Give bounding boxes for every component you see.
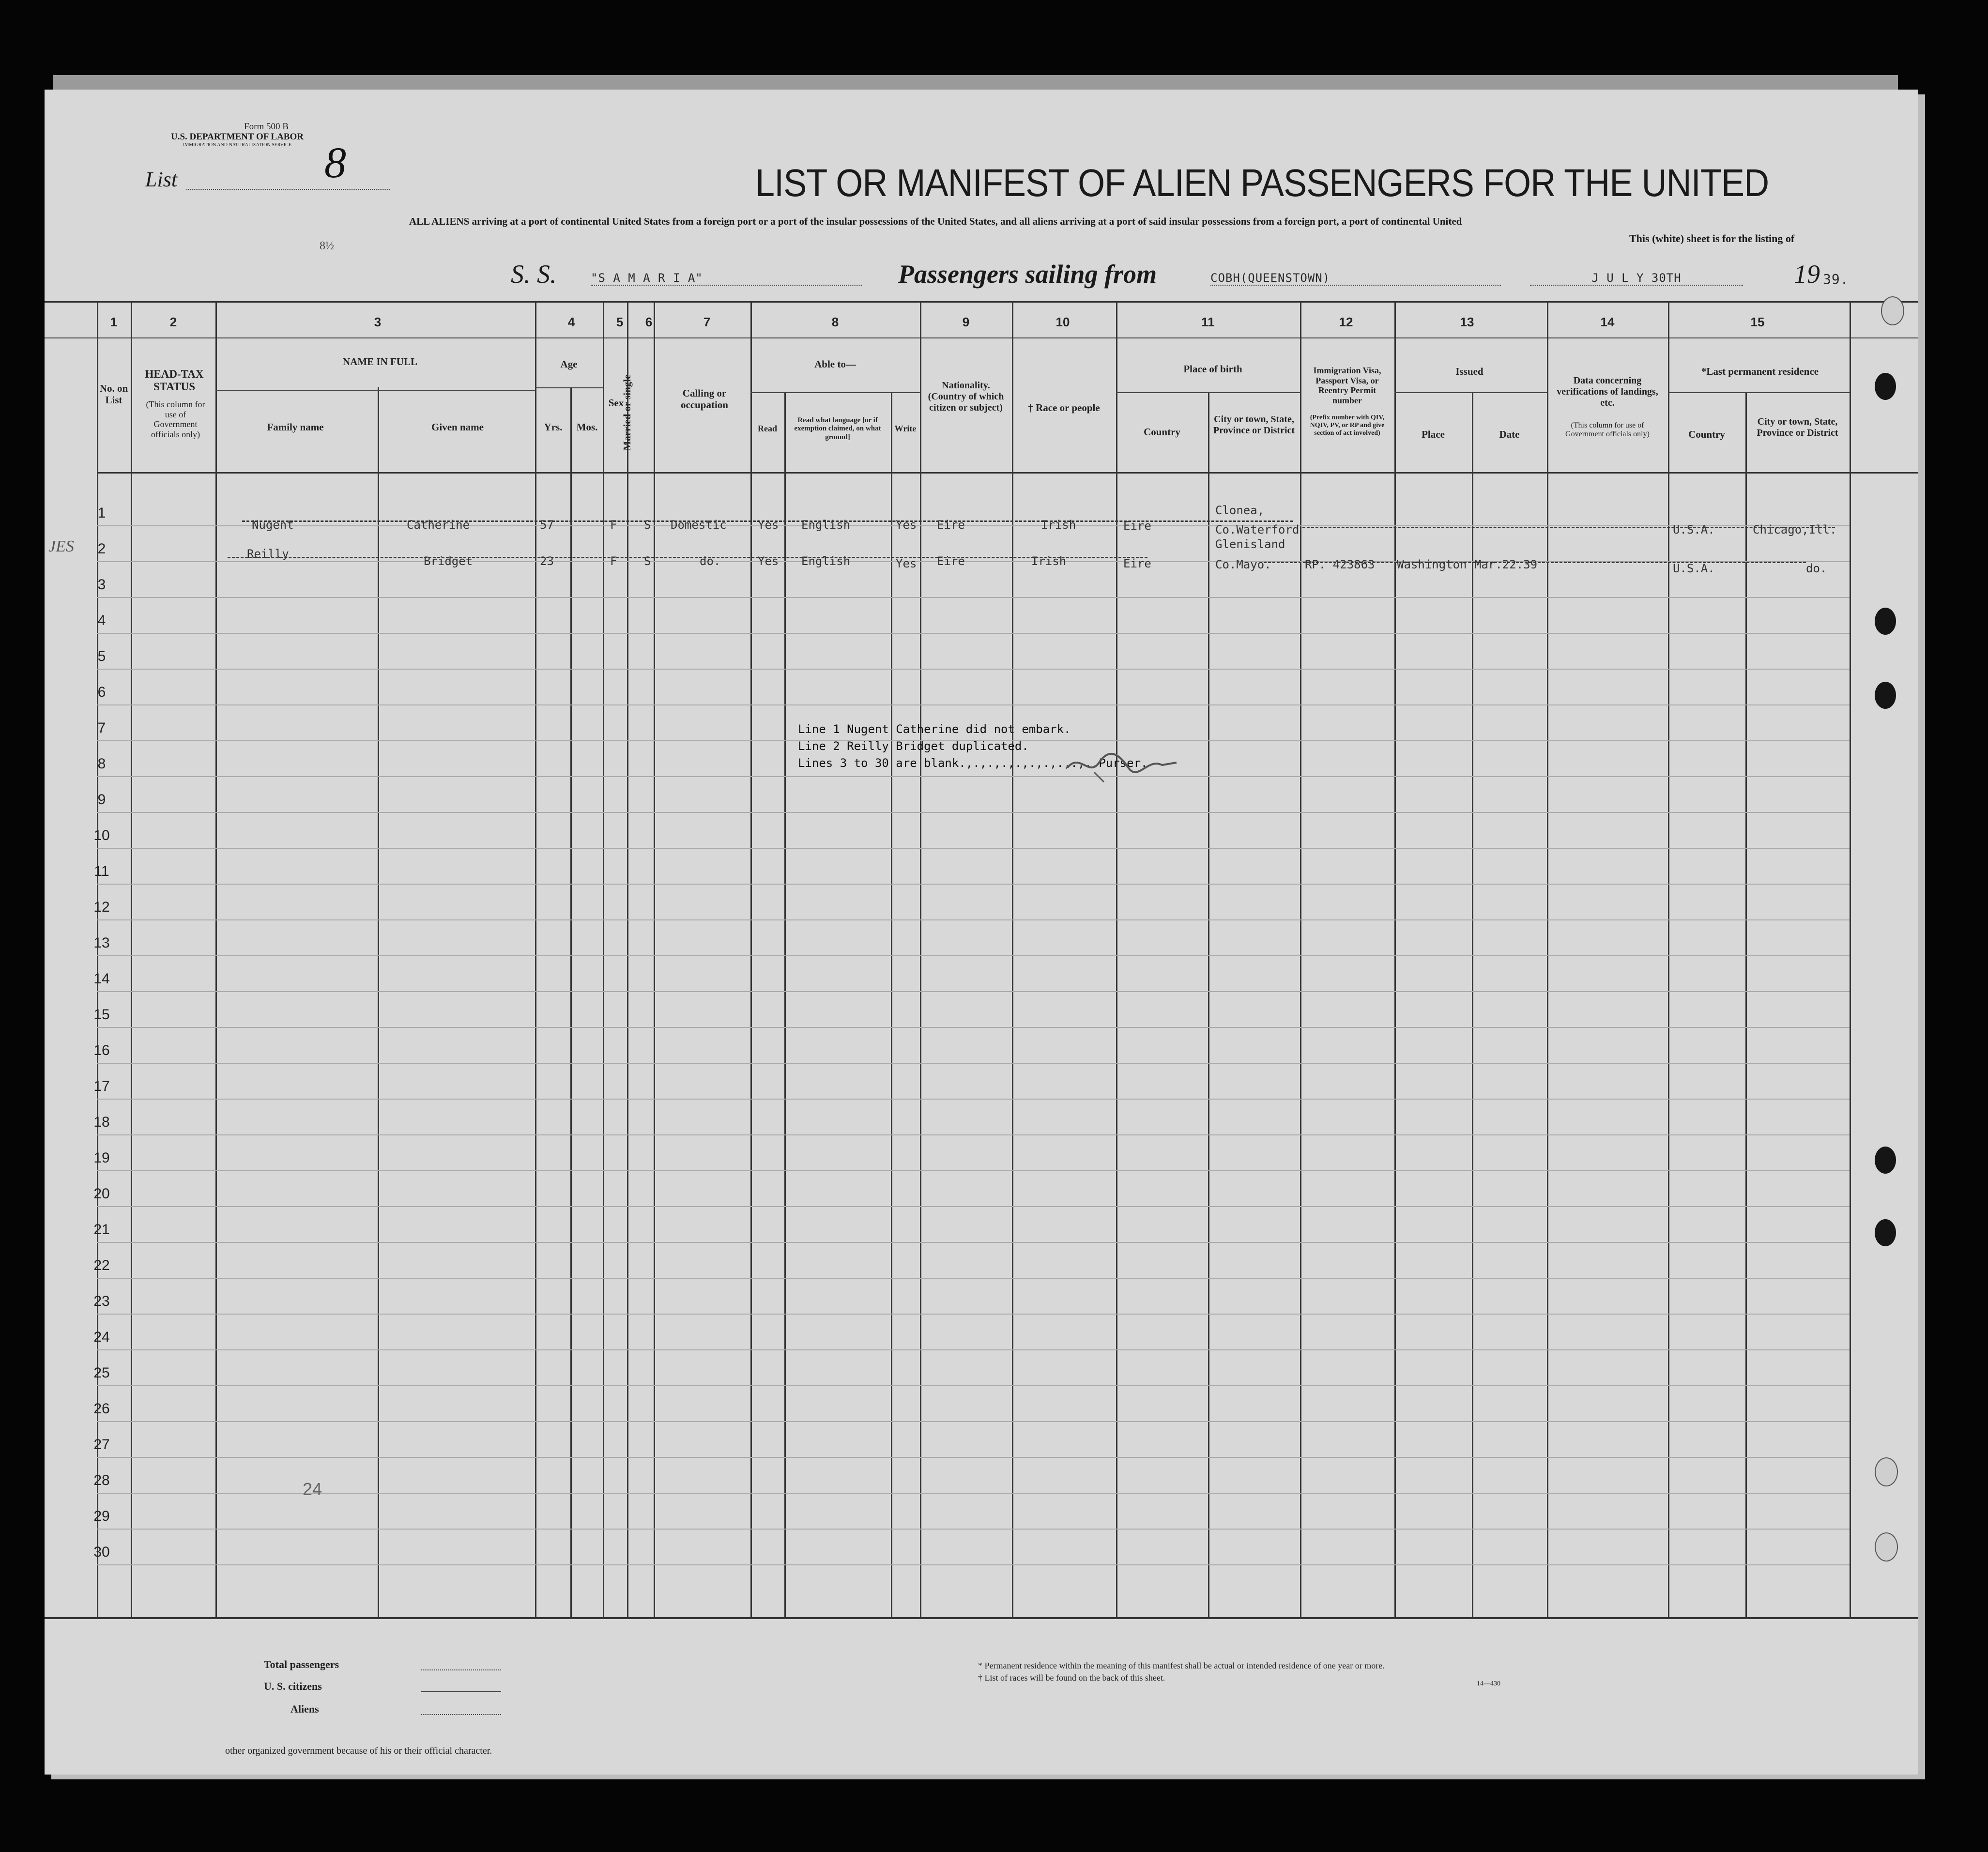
row-rule <box>97 1099 1850 1100</box>
header-birth-country: Country <box>1144 426 1180 438</box>
header-given-name: Given name <box>431 421 484 433</box>
header-landing-note: (This column for use of Government officials only) <box>1565 421 1650 439</box>
col-number: 8 <box>831 315 839 329</box>
header-age: Age <box>560 358 578 370</box>
col-divider <box>627 303 628 1617</box>
column-number-border <box>45 337 1918 338</box>
header-read-what: Read what language [or if exemption claimed, on what ground] <box>794 416 881 441</box>
row-rule <box>97 597 1850 598</box>
col-divider <box>654 303 655 1617</box>
cell-birth-country: Eire <box>1123 557 1151 570</box>
row-rule <box>97 704 1850 705</box>
header-name-in-full: NAME IN FULL <box>342 356 417 367</box>
row-number: 24 <box>93 1329 110 1345</box>
cell-language: English <box>801 554 851 568</box>
header-bottom-border <box>97 472 1918 474</box>
sailing-date: J U L Y 30TH <box>1530 271 1743 286</box>
row-rule <box>97 776 1850 777</box>
header-read: Read <box>758 424 777 433</box>
row-number: 12 <box>93 899 110 915</box>
cell-family: Reilly <box>247 547 289 561</box>
col-divider <box>603 303 604 1617</box>
col-divider <box>891 392 892 1617</box>
col-divider <box>1012 303 1013 1617</box>
row-rule <box>97 955 1850 956</box>
row-number: 2 <box>97 541 106 557</box>
row-number: 8 <box>97 756 106 772</box>
row-number: 27 <box>93 1437 110 1453</box>
punch-hole <box>1875 1532 1898 1561</box>
col-divider <box>1547 303 1548 1617</box>
col-divider <box>570 387 572 1617</box>
row-number: 14 <box>93 971 110 987</box>
note-line-3: Lines 3 to 30 are blank.,.,.,.,.,.,.,.,.,..Purser. <box>798 756 1148 770</box>
header-place-of-birth: Place of birth <box>1183 363 1242 375</box>
col-number: 11 <box>1201 315 1215 329</box>
row-rule <box>97 1493 1850 1494</box>
col-divider <box>1850 303 1851 1617</box>
row-number: 1 <box>97 505 106 521</box>
us-citizens-label: U. S. citizens <box>264 1680 322 1692</box>
col-divider <box>920 303 921 1617</box>
col-divider <box>1394 303 1396 1617</box>
cell-read: Yes <box>758 554 779 568</box>
header-calling: Calling or occupation <box>680 387 728 411</box>
strike-line <box>1264 562 1806 563</box>
cell-race: Irish <box>1041 518 1076 532</box>
header-subline <box>750 392 920 393</box>
col-divider <box>1116 303 1117 1617</box>
col-divider <box>784 392 786 1617</box>
punch-hole <box>1875 1219 1896 1246</box>
table-bottom-border <box>45 1617 1918 1619</box>
strike-line <box>242 520 1293 522</box>
ship-name: "S A M A R I A" <box>591 271 862 286</box>
header-write: Write <box>894 424 917 433</box>
header-no-on-list: No. on List <box>99 383 128 406</box>
header-subline <box>1668 392 1850 393</box>
cell-res-country: U.S.A. <box>1673 562 1715 575</box>
row-number: 22 <box>93 1257 110 1273</box>
cell-family: Nugent <box>252 518 294 532</box>
cell-nationality: Eire <box>937 518 965 532</box>
col-divider <box>535 303 536 1617</box>
cell-write: Yes <box>896 557 917 570</box>
row-rule <box>97 1278 1850 1279</box>
row-rule <box>97 991 1850 992</box>
row-number: 18 <box>93 1114 110 1130</box>
total-passengers-line <box>421 1669 501 1670</box>
header-able-to: Able to— <box>814 358 856 370</box>
cell-issued-date: Mar.22.39 <box>1474 558 1538 571</box>
total-passengers-label: Total passengers <box>264 1658 339 1670</box>
punch-hole <box>1875 1457 1898 1486</box>
col-divider <box>1472 392 1473 1617</box>
cell-birth-country: Eire <box>1123 519 1151 533</box>
row-number: 21 <box>93 1222 110 1238</box>
punch-hole <box>1875 608 1896 635</box>
col-number: 10 <box>1055 315 1070 329</box>
row-number: 11 <box>94 863 109 879</box>
margin-note: JES <box>48 537 74 555</box>
cell-res-country: U.S.A. <box>1673 523 1715 536</box>
col-number: 2 <box>169 315 177 329</box>
row-number: 19 <box>93 1150 110 1166</box>
col-divider <box>131 303 132 1617</box>
header-subline <box>535 387 603 388</box>
row-number: 10 <box>93 827 110 843</box>
row-number: 6 <box>97 684 106 700</box>
row-number: 17 <box>93 1078 110 1094</box>
row-rule <box>97 1529 1850 1530</box>
year-suffix: 39. <box>1823 271 1849 287</box>
department-name: U.S. DEPARTMENT OF LABOR <box>171 131 304 142</box>
row-number: 9 <box>97 792 106 808</box>
cell-nationality: Eire <box>937 554 965 568</box>
aliens-label: Aliens <box>291 1703 319 1715</box>
header-sex: Sex <box>608 397 624 409</box>
header-mos: Mos. <box>576 421 598 433</box>
header-nationality: Nationality. (Country of which citizen or subject) <box>928 380 1004 413</box>
purser-signature <box>1065 743 1181 789</box>
cell-birth-city: Glenisland <box>1215 537 1285 551</box>
cell-res-city: do. <box>1806 562 1827 575</box>
header-yrs: Yrs. <box>544 421 563 433</box>
row-rule <box>97 1063 1850 1064</box>
row-number: 23 <box>93 1293 110 1309</box>
header-subline <box>1394 392 1547 393</box>
header-birth-city: City or town, State, Province or District <box>1213 414 1295 436</box>
col-number: 13 <box>1460 315 1474 329</box>
row-rule <box>97 1564 1850 1565</box>
col-divider <box>1668 303 1669 1617</box>
col-divider <box>215 303 217 1617</box>
col-divider <box>97 303 98 1617</box>
row-rule <box>97 1421 1850 1422</box>
list-label: List <box>145 168 178 191</box>
header-issued-date: Date <box>1499 429 1520 440</box>
row-rule <box>97 633 1850 634</box>
punch-hole <box>1875 373 1896 400</box>
footnote-residence: * Permanent residence within the meaning of this manifest shall be actual or intended residence of one year or more. <box>978 1661 1385 1670</box>
table-top-border <box>45 301 1918 303</box>
cell-marital: S <box>644 554 651 568</box>
pencil-mark: 24 <box>303 1479 322 1499</box>
cell-occupation: Domestic <box>671 518 727 532</box>
row-rule <box>97 1314 1850 1315</box>
year-prefix: 19 <box>1794 260 1820 289</box>
header-subline <box>215 390 535 391</box>
row-rule <box>97 1242 1850 1243</box>
row-rule <box>97 1027 1850 1028</box>
row-rule <box>97 1349 1850 1350</box>
row-rule <box>97 1206 1850 1207</box>
row-rule <box>97 919 1850 920</box>
strike-line <box>1302 527 1835 528</box>
header-issued-place: Place <box>1422 429 1445 440</box>
row-number: 30 <box>93 1544 110 1560</box>
col-number: 1 <box>110 315 118 329</box>
note-line-1: Line 1 Nugent Catherine did not embark. <box>798 722 1071 736</box>
row-rule <box>97 848 1850 849</box>
col-divider <box>378 387 379 1617</box>
col-divider <box>1300 303 1301 1617</box>
cell-occupation: do. <box>700 554 721 568</box>
row-number: 7 <box>97 720 106 736</box>
cell-write: Yes <box>896 518 917 532</box>
cell-age: 57 <box>540 518 554 532</box>
row-rule <box>97 1457 1850 1458</box>
footnote-races: † List of races will be found on the back of this sheet. <box>978 1673 1165 1683</box>
header-issued: Issued <box>1455 366 1483 377</box>
cell-visa: RP. 423863 <box>1305 558 1375 571</box>
port-name: COBH(QUEENSTOWN) <box>1210 271 1501 286</box>
form-code: 14—430 <box>1477 1680 1500 1687</box>
row-rule <box>97 525 1850 526</box>
stamp-mark: 8½ <box>320 240 334 252</box>
form-number: Form 500 B <box>244 122 289 132</box>
manifest-subtitle-2: This (white) sheet is for the listing of <box>1629 232 1795 245</box>
service-name: IMMIGRATION AND NATURALIZATION SERVICE <box>183 142 291 148</box>
row-number: 29 <box>93 1508 110 1524</box>
cell-sex: F <box>610 518 617 532</box>
col-number: 7 <box>703 315 711 329</box>
header-subline <box>1116 392 1300 393</box>
strike-line <box>228 557 1147 558</box>
ss-label: S. S. <box>511 260 557 289</box>
header-head-tax-note: (This column for use of Government officials only) <box>146 399 205 440</box>
punch-hole <box>1875 682 1896 709</box>
row-number: 4 <box>97 612 106 628</box>
row-rule <box>97 812 1850 813</box>
list-number-line <box>186 189 390 190</box>
col-number: 5 <box>616 315 624 329</box>
cell-sex: F <box>610 554 617 568</box>
header-family-name: Family name <box>267 421 324 433</box>
header-res-country: Country <box>1688 429 1725 440</box>
manifest-sheet <box>45 90 1918 1775</box>
row-number: 3 <box>97 577 106 593</box>
cell-age: 23 <box>540 554 554 568</box>
header-race: † Race or people <box>1028 402 1100 413</box>
cell-birth-city-2: Co.Mayo. <box>1215 558 1271 571</box>
row-number: 13 <box>93 935 110 951</box>
list-number: 8 <box>324 139 346 187</box>
header-res-city: City or town, State, Province or District <box>1757 416 1838 438</box>
note-line-2: Line 2 Reilly Bridget duplicated. <box>798 739 1029 753</box>
col-number: 3 <box>374 315 382 329</box>
col-number: 15 <box>1750 315 1765 329</box>
cell-race: Irish <box>1031 554 1067 568</box>
cell-birth-city: Clonea, <box>1215 504 1265 517</box>
us-citizens-line <box>421 1691 501 1692</box>
row-number: 25 <box>93 1365 110 1381</box>
row-rule <box>97 1385 1850 1386</box>
sailing-label: Passengers sailing from <box>898 260 1157 289</box>
row-rule <box>97 1134 1850 1135</box>
col-divider <box>750 303 752 1617</box>
row-rule <box>97 1170 1850 1171</box>
row-number: 16 <box>93 1042 110 1058</box>
cell-birth-city-2: Co.Waterford <box>1215 523 1300 536</box>
punch-hole <box>1881 296 1904 325</box>
col-divider <box>1208 392 1209 1617</box>
row-rule <box>97 884 1850 885</box>
row-number: 28 <box>93 1472 110 1488</box>
row-number: 26 <box>93 1401 110 1417</box>
header-visa: Immigration Visa, Passport Visa, or Reentry Permit number <box>1313 366 1381 406</box>
col-number: 14 <box>1600 315 1615 329</box>
header-married: Married or single <box>621 374 633 451</box>
header-visa-note: (Prefix number with QIV, NQIV, PV, or RP and give section of act involved) <box>1310 414 1385 437</box>
manifest-title: LIST OR MANIFEST OF ALIEN PASSENGERS FOR THE UNITED <box>755 161 1769 204</box>
cell-given: Catherine <box>407 518 470 532</box>
cut-text: other organized government because of his or their official character. <box>225 1745 492 1756</box>
cell-issued-place: Washington <box>1397 558 1467 571</box>
row-number: 15 <box>93 1007 110 1023</box>
col-number: 9 <box>962 315 970 329</box>
manifest-subtitle: ALL ALIENS arriving at a port of continental United States from a foreign port or a port of the insular possessions of the United States, and all aliens arriving at a port of said insular possessions from a foreign port, a port of continental United <box>409 215 1462 227</box>
header-landing-data: Data concerning verifications of landings, etc. <box>1557 375 1658 408</box>
row-number: 20 <box>93 1186 110 1202</box>
header-last-residence: *Last permanent residence <box>1701 366 1819 377</box>
cell-read: Yes <box>758 518 779 532</box>
punch-hole <box>1875 1147 1896 1174</box>
cell-given: Bridget <box>424 554 473 568</box>
col-number: 6 <box>645 315 653 329</box>
col-divider <box>1745 392 1747 1617</box>
form-info <box>160 122 315 148</box>
header-head-tax: HEAD-TAX STATUS <box>145 368 204 393</box>
cell-res-city: Chicago,Ill. <box>1753 523 1837 536</box>
row-number: 5 <box>97 648 106 664</box>
col-number: 12 <box>1339 315 1353 329</box>
row-rule <box>97 669 1850 670</box>
cell-language: English <box>801 518 851 532</box>
cell-marital: S <box>644 518 651 532</box>
col-number: 4 <box>567 315 575 329</box>
aliens-line <box>421 1714 501 1715</box>
